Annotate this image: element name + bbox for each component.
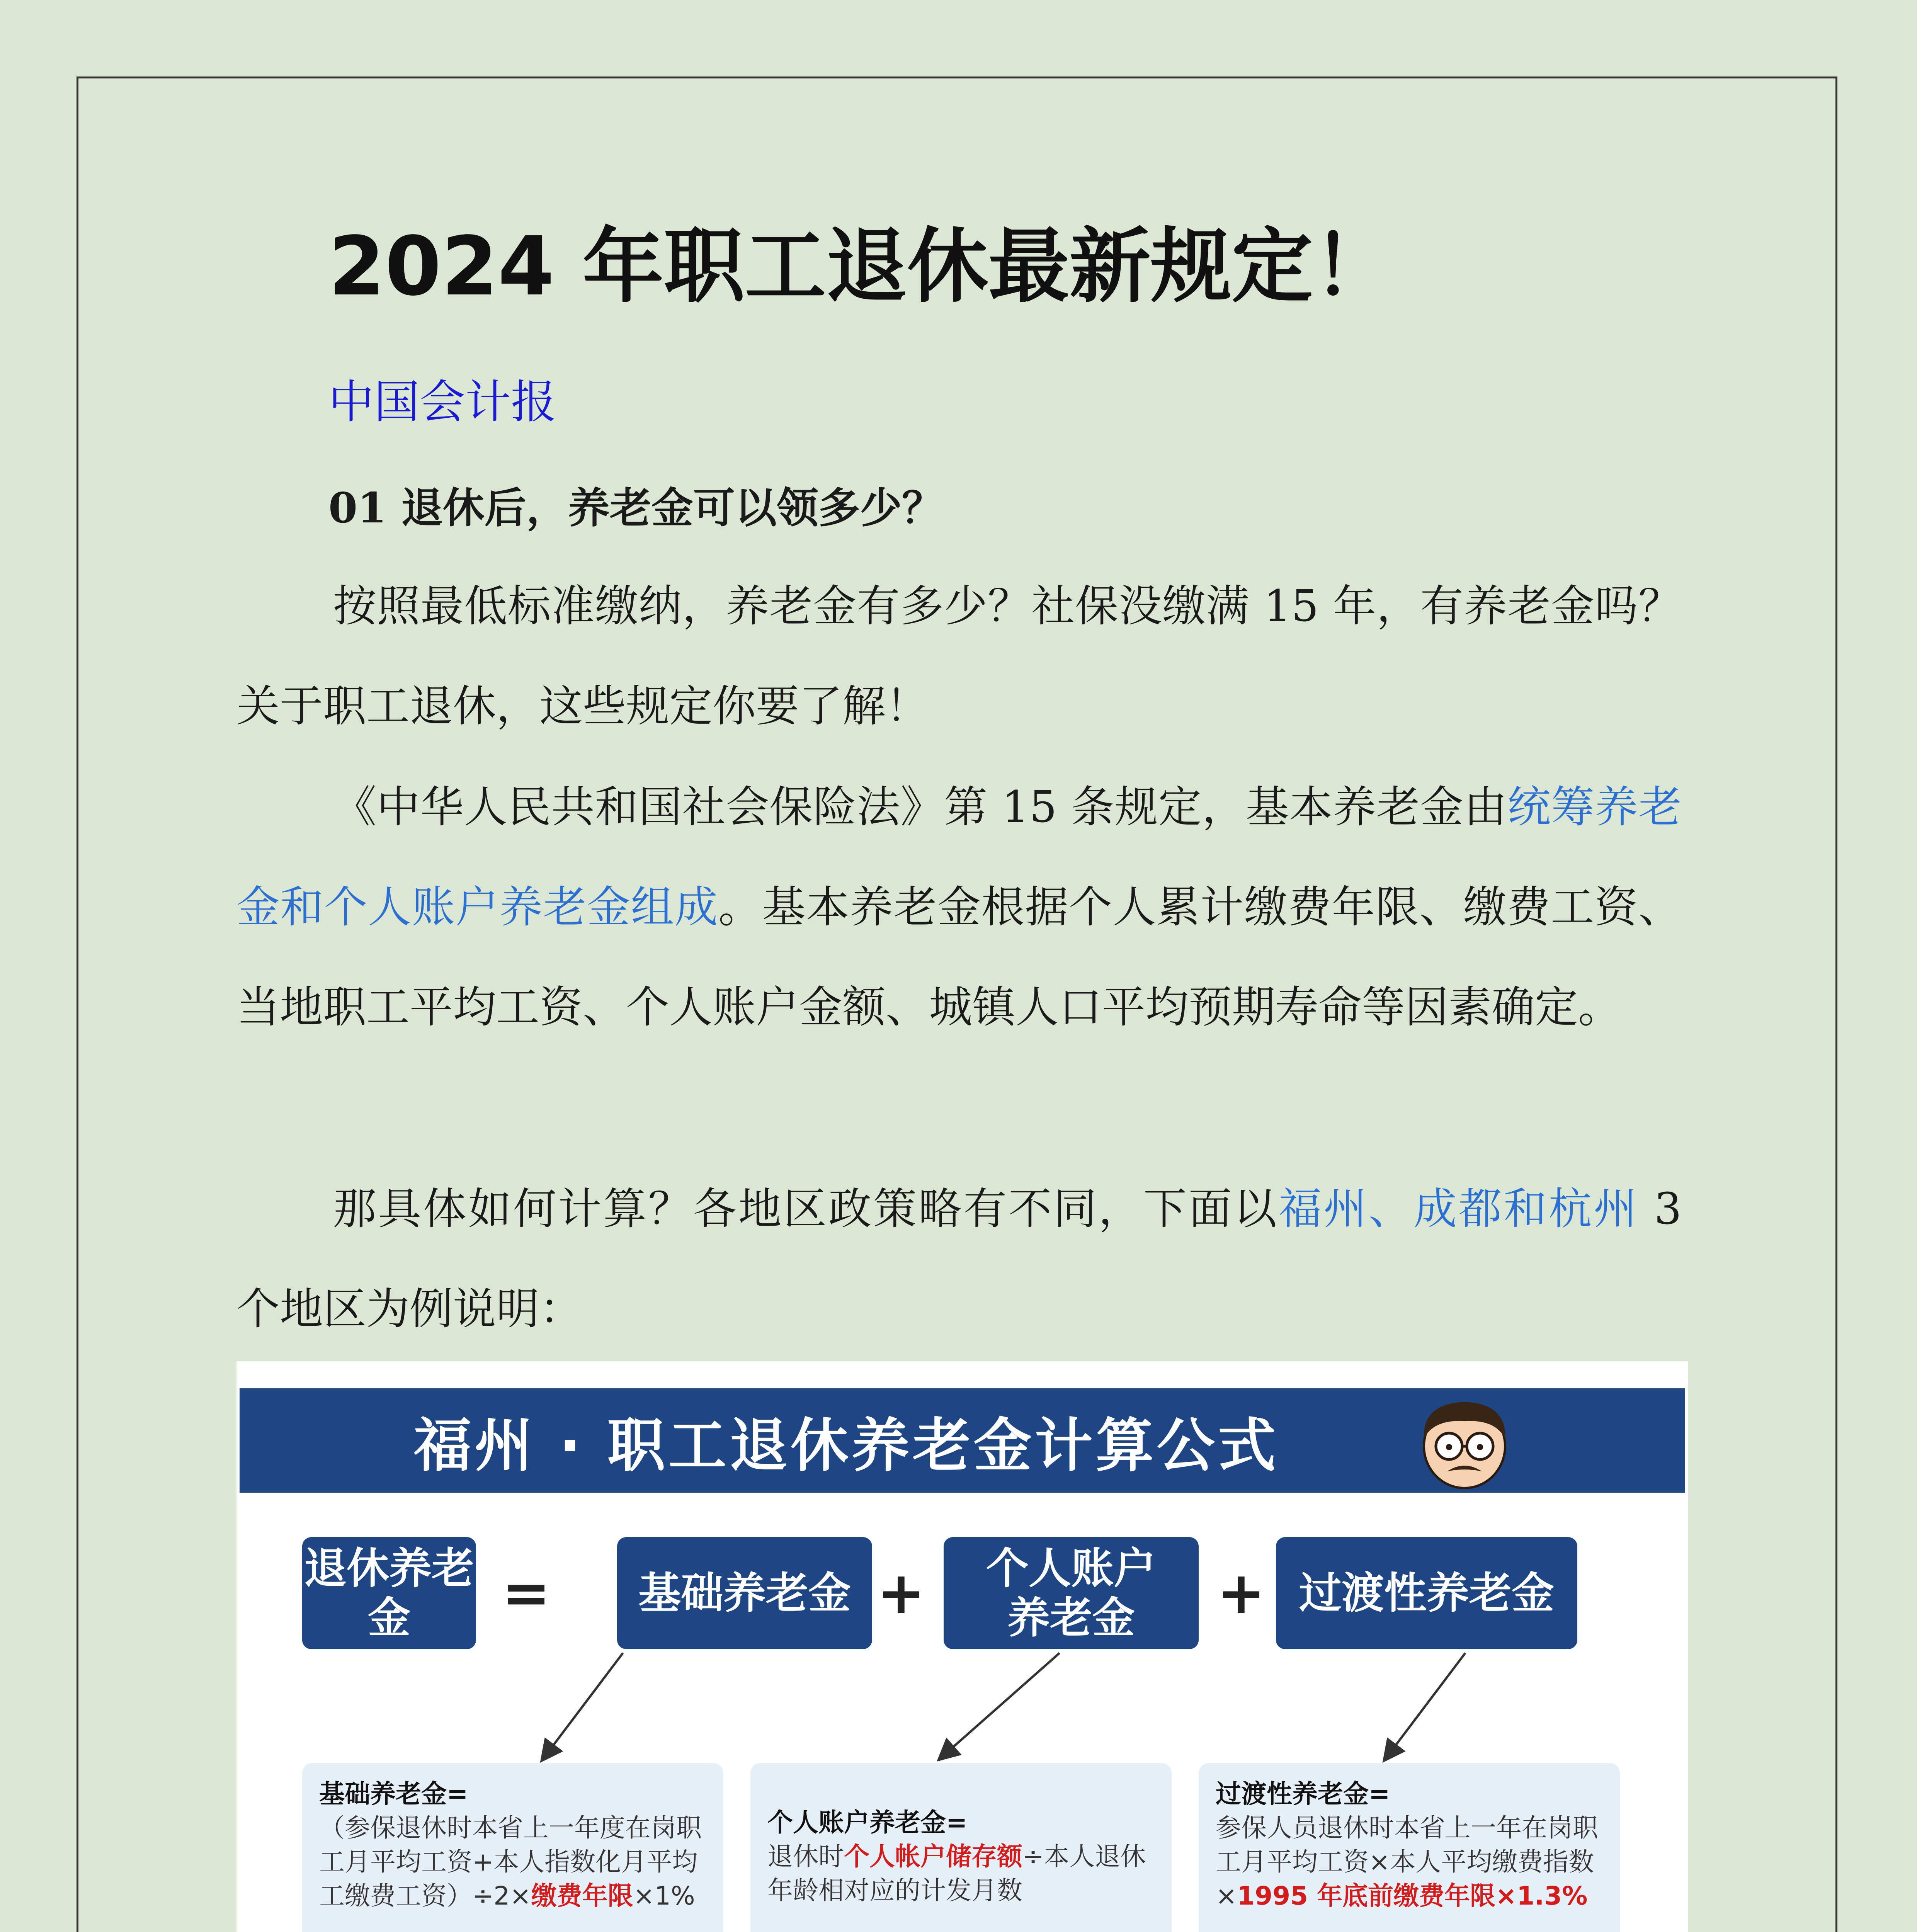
fuzhou-note-basic-red: 缴费年限 — [531, 1881, 633, 1911]
fuzhou-box-transitional-pension-label: 过渡性养老金 — [1299, 1568, 1554, 1618]
fuzhou-note-personal-red: 个人帐户储存额 — [844, 1842, 1022, 1871]
fuzhou-box-basic-pension-label: 基础养老金 — [638, 1568, 851, 1618]
paragraph-regions-text-a: 那具体如何计算？各地区政策略有不同，下面以 — [333, 1184, 1279, 1234]
fuzhou-box-personal-account-line1: 个人账户 — [986, 1544, 1156, 1593]
highlight-composition[interactable]: 统筹养老金和个人账户养老金组成 — [236, 782, 1682, 932]
article-title: 2024 年职工退休最新规定！ — [328, 219, 1394, 314]
fuzhou-note-transitional-title: 过渡性养老金= — [1216, 1779, 1390, 1809]
fuzhou-note-personal-title: 个人账户养老金= — [767, 1808, 968, 1837]
paragraph-regions-text-b: 3 个地区为例说明： — [236, 1184, 1682, 1334]
equals-sign: = — [502, 1560, 551, 1627]
fuzhou-note-basic-title: 基础养老金= — [319, 1779, 468, 1809]
plus-sign: + — [877, 1560, 925, 1627]
fuzhou-box-retirement-pension-label: 退休养老金 — [304, 1544, 474, 1643]
fuzhou-box-personal-account-line2: 养老金 — [1007, 1593, 1135, 1643]
fuzhou-note-transitional-red: 1995 年底前缴费年限×1.3% — [1237, 1881, 1588, 1911]
paragraph-intro: 按照最低标准缴纳，养老金有多少？社保没缴满 15 年，有养老金吗？关于职工退休，这些规定你要了解！ — [236, 581, 1682, 731]
fuzhou-note-personal-text: 退休时 — [767, 1842, 844, 1871]
fuzhou-note-basic-tail: ×1% — [633, 1881, 695, 1911]
highlight-regions[interactable]: 福州、成都和杭州 — [1278, 1184, 1639, 1234]
fuzhou-note-transitional-text: 参保人员退休时本省上一年在岗职工月平均工资×本人平均缴费指数× — [1216, 1813, 1598, 1911]
paragraph-regions — [236, 1159, 1682, 1359]
section-heading: 01 退休后，养老金可以领多少？ — [328, 484, 944, 532]
paragraph-law-text-b: 。基本养老金根据个人累计缴费年限、缴费工资、当地职工平均工资、个人账户金额、城镇人口平均预期寿命等因素确定。 — [236, 882, 1682, 1032]
fuzhou-note-personal-tail: ÷本人退休年龄相对应的计发月数 — [767, 1842, 1146, 1905]
plus-sign: + — [1217, 1560, 1266, 1627]
source-link[interactable]: 中国会计报 — [328, 375, 557, 429]
chengdu-arrows — [236, 1361, 1688, 1932]
paragraph-law — [236, 757, 1682, 1058]
paragraph-law-text-a: 《中华人民共和国社会保险法》第 15 条规定，基本养老金由 — [333, 782, 1508, 832]
fuzhou-note-basic-text: （参保退休时本省上一年度在岗职工月平均工资+本人指数化月平均工缴费工资）÷2× — [319, 1813, 702, 1911]
fuzhou-header-title: 福州 · 职工退休养老金计算公式 — [413, 1412, 1279, 1480]
pension-formula-infographic — [236, 1361, 1688, 1932]
